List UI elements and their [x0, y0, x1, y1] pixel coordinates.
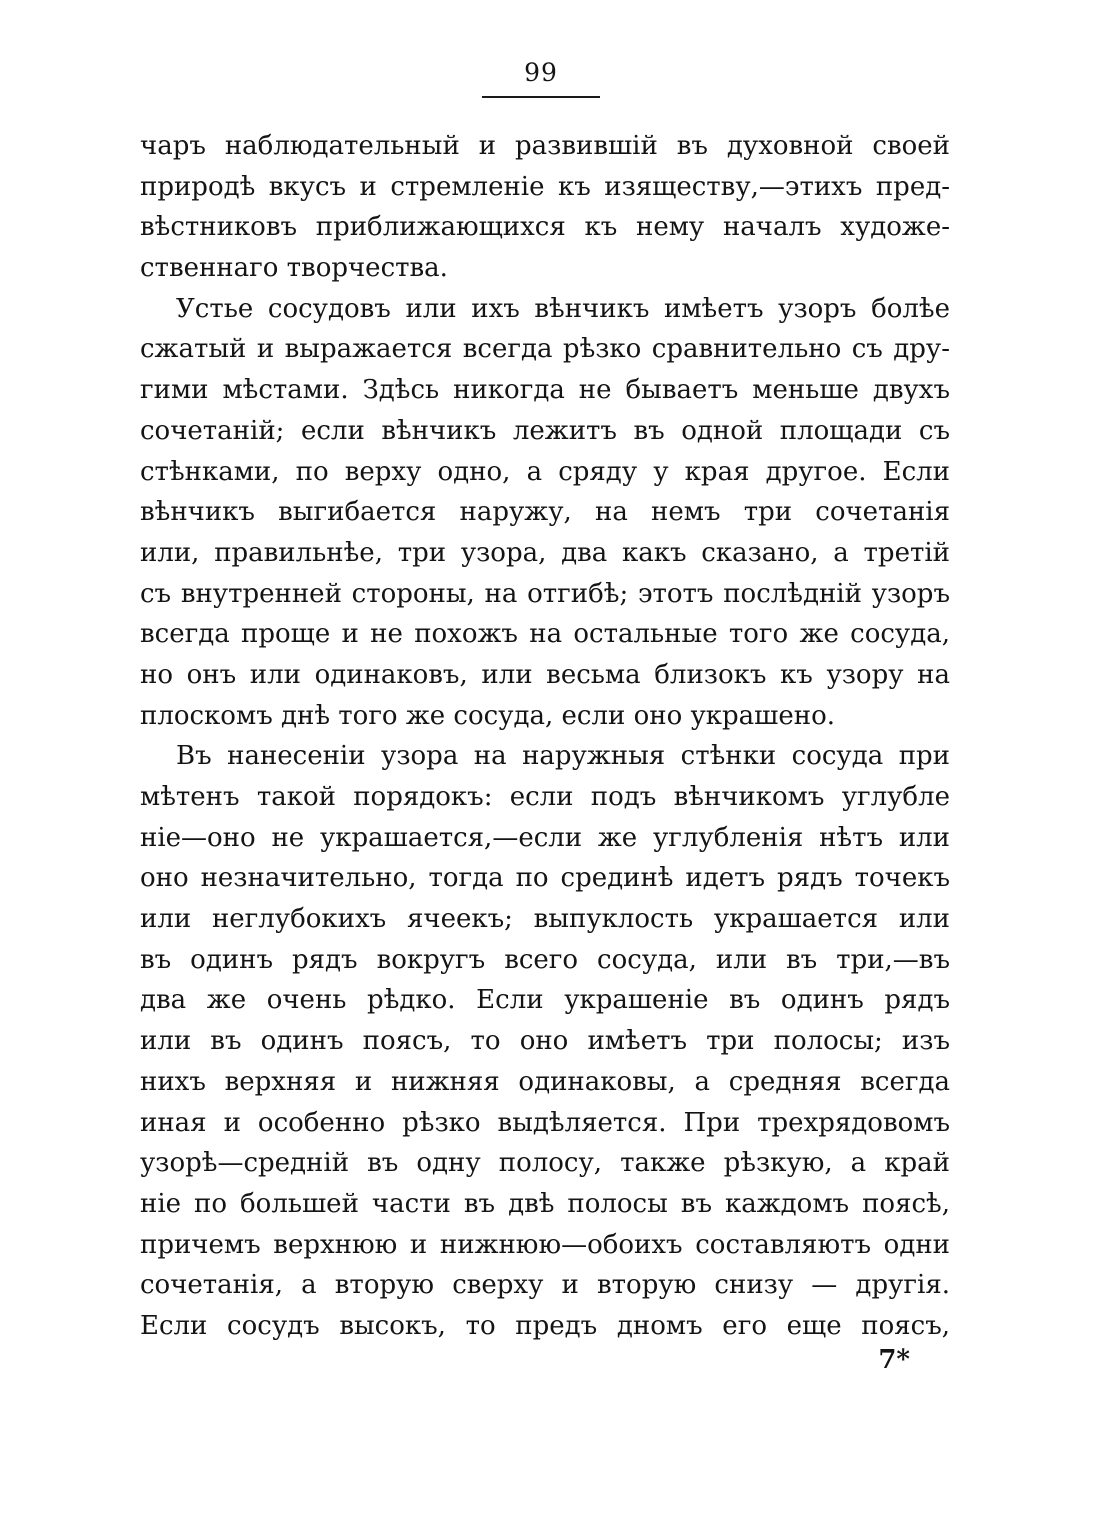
text-line: вѣнчикъ выгибается наружу, на немъ три сочетанія — [140, 497, 950, 528]
text-line: или неглубокихъ ячеекъ; выпуклость украшается или — [140, 904, 950, 935]
text-line: Если сосудъ высокъ, то предъ дномъ его еще поясъ, — [140, 1310, 950, 1341]
text-line: гими мѣстами. Здѣсь никогда не бываетъ меньше двухъ — [140, 375, 950, 406]
text-line: причемъ верхнюю и нижнюю—обоихъ составляютъ одни — [140, 1229, 950, 1260]
text-line: но онъ или одинаковъ, или весьма близокъ къ узору на — [140, 659, 950, 690]
text-line: Въ нанесеніи узора на наружныя стѣнки сосуда при — [176, 741, 950, 772]
text-line: плоскомъ днѣ того же сосуда, если оно украшено. — [140, 700, 835, 731]
header-rule — [482, 96, 600, 98]
text-line: въ одинъ рядъ вокругъ всего сосуда, или въ три,—въ — [140, 944, 950, 975]
text-line: стѣнками, по верху одно, а сряду у края другое. Если — [140, 456, 950, 487]
text-line: вѣстниковъ приближающихся къ нему началъ художе- — [140, 212, 950, 243]
text-line: ніе по большей части въ двѣ полосы въ каждомъ поясѣ, — [140, 1188, 950, 1219]
text-line: мѣтенъ такой порядокъ: если подъ вѣнчикомъ углубле — [140, 782, 950, 812]
text-line: съ внутренней стороны, на отгибѣ; этотъ послѣдній узоръ — [140, 578, 950, 609]
signature-mark: 7* — [878, 1345, 910, 1375]
text-line: сжатый и выражается всегда рѣзко сравнительно съ дру- — [140, 334, 950, 365]
text-line: узорѣ—средній въ одну полосу, также рѣзкую, а край — [140, 1148, 950, 1179]
text-line: сочетаній; если вѣнчикъ лежитъ въ одной площади съ — [140, 415, 950, 446]
text-line: чаръ наблюдательный и развившій въ духовной своей — [140, 131, 950, 161]
text-line: два же очень рѣдко. Если украшеніе въ одинъ рядъ — [140, 985, 950, 1016]
text-line: всегда проще и не похожъ на остальные того же сосуда, — [140, 619, 950, 650]
text-line: иная и особенно рѣзко выдѣляется. При трехрядовомъ — [140, 1107, 950, 1138]
text-line: Устье сосудовъ или ихъ вѣнчикъ имѣетъ узоръ болѣе — [176, 293, 950, 324]
text-line: ніе—оно не украшается,—если же углубленія нѣтъ или — [140, 822, 950, 853]
page-number: 99 — [524, 58, 558, 87]
text-line: оно незначительно, тогда по срединѣ идетъ рядъ точекъ — [140, 863, 950, 894]
text-line: природѣ вкусъ и стремленіе къ изяществу,—этихъ пред- — [140, 171, 950, 202]
page-body — [140, 126, 950, 1347]
text-line: или въ одинъ поясъ, то оно имѣетъ три полосы; изъ — [140, 1026, 950, 1057]
text-line: или, правильнѣе, три узора, два какъ сказано, а третій — [140, 537, 950, 568]
text-line: нихъ верхняя и нижняя одинаковы, а средняя всегда — [140, 1066, 950, 1097]
text-line: ственнаго творчества. — [140, 253, 448, 284]
text-line: сочетанія, а вторую сверху и вторую снизу — другія. — [140, 1270, 950, 1301]
